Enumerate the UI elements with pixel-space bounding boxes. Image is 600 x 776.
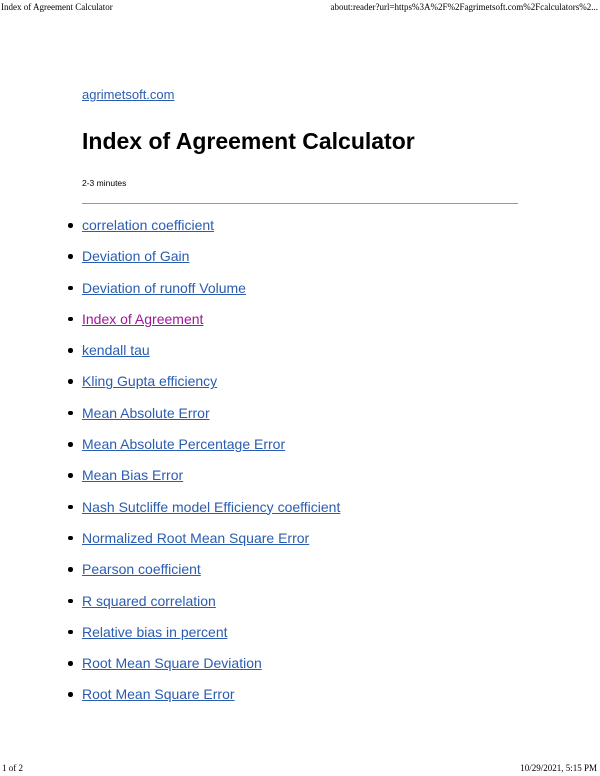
site-link[interactable]: agrimetsoft.com bbox=[82, 87, 175, 102]
link-mean-absolute-percentage-error[interactable]: Mean Absolute Percentage Error bbox=[82, 436, 286, 453]
bullet-icon bbox=[68, 348, 73, 353]
bullet-icon bbox=[68, 317, 73, 322]
calculator-link-list bbox=[82, 214, 518, 715]
list-item bbox=[82, 621, 518, 652]
list-item bbox=[82, 652, 518, 683]
print-footer bbox=[0, 762, 600, 774]
list-item bbox=[82, 245, 518, 276]
bullet-icon bbox=[68, 411, 73, 416]
link-kendall-tau[interactable]: kendall tau bbox=[82, 342, 150, 359]
divider bbox=[82, 203, 518, 204]
list-item bbox=[82, 527, 518, 558]
list-item bbox=[82, 370, 518, 401]
bullet-icon bbox=[68, 599, 73, 604]
list-item bbox=[82, 683, 518, 714]
link-mean-absolute-error[interactable]: Mean Absolute Error bbox=[82, 404, 210, 421]
bullet-icon bbox=[68, 505, 73, 510]
list-item bbox=[82, 590, 518, 621]
reading-time: 2-3 minutes bbox=[82, 178, 127, 188]
link-relative-bias-percent[interactable]: Relative bias in percent bbox=[82, 623, 228, 640]
bullet-icon bbox=[68, 223, 73, 228]
list-item bbox=[82, 496, 518, 527]
list-item bbox=[82, 402, 518, 433]
link-normalized-rmse[interactable]: Normalized Root Mean Square Error bbox=[82, 529, 310, 546]
list-item bbox=[82, 558, 518, 589]
list-item bbox=[82, 214, 518, 245]
list-item bbox=[82, 277, 518, 308]
print-header-url: about:reader?url=https%3A%2F%2Fagrimetsoft.com%2Fcalculators%2... bbox=[330, 2, 598, 12]
bullet-icon bbox=[68, 567, 73, 572]
bullet-icon bbox=[68, 630, 73, 635]
bullet-icon bbox=[68, 254, 73, 259]
link-pearson-coefficient[interactable]: Pearson coefficient bbox=[82, 561, 201, 578]
link-correlation-coefficient[interactable]: correlation coefficient bbox=[82, 217, 215, 233]
page-number: 1 of 2 bbox=[2, 763, 23, 773]
bullet-icon bbox=[68, 286, 73, 291]
link-root-mean-square-error[interactable]: Root Mean Square Error bbox=[82, 686, 235, 703]
print-header bbox=[0, 1, 600, 13]
bullet-icon bbox=[68, 661, 73, 666]
list-item bbox=[82, 433, 518, 464]
bullet-icon bbox=[68, 536, 73, 541]
link-deviation-of-gain[interactable]: Deviation of Gain bbox=[82, 248, 190, 265]
link-deviation-of-runoff-volume[interactable]: Deviation of runoff Volume bbox=[82, 279, 246, 296]
bullet-icon bbox=[68, 442, 73, 447]
print-header-title: Index of Agreement Calculator bbox=[1, 2, 113, 12]
bullet-icon bbox=[68, 379, 73, 384]
bullet-icon bbox=[68, 473, 73, 478]
list-item bbox=[82, 339, 518, 370]
link-kling-gupta-efficiency[interactable]: Kling Gupta efficiency bbox=[82, 373, 218, 390]
link-index-of-agreement[interactable]: Index of Agreement bbox=[82, 310, 204, 327]
link-root-mean-square-deviation[interactable]: Root Mean Square Deviation bbox=[82, 655, 262, 672]
list-item bbox=[82, 464, 518, 495]
reader-article bbox=[82, 86, 518, 715]
link-mean-bias-error[interactable]: Mean Bias Error bbox=[82, 467, 184, 484]
print-datetime: 10/29/2021, 5:15 PM bbox=[520, 763, 597, 773]
list-item bbox=[82, 308, 518, 339]
link-nash-sutcliffe[interactable]: Nash Sutcliffe model Efficiency coefficient bbox=[82, 498, 341, 515]
bullet-icon bbox=[68, 692, 73, 697]
link-r-squared-correlation[interactable]: R squared correlation bbox=[82, 592, 216, 609]
page-title: Index of Agreement Calculator bbox=[82, 128, 415, 154]
